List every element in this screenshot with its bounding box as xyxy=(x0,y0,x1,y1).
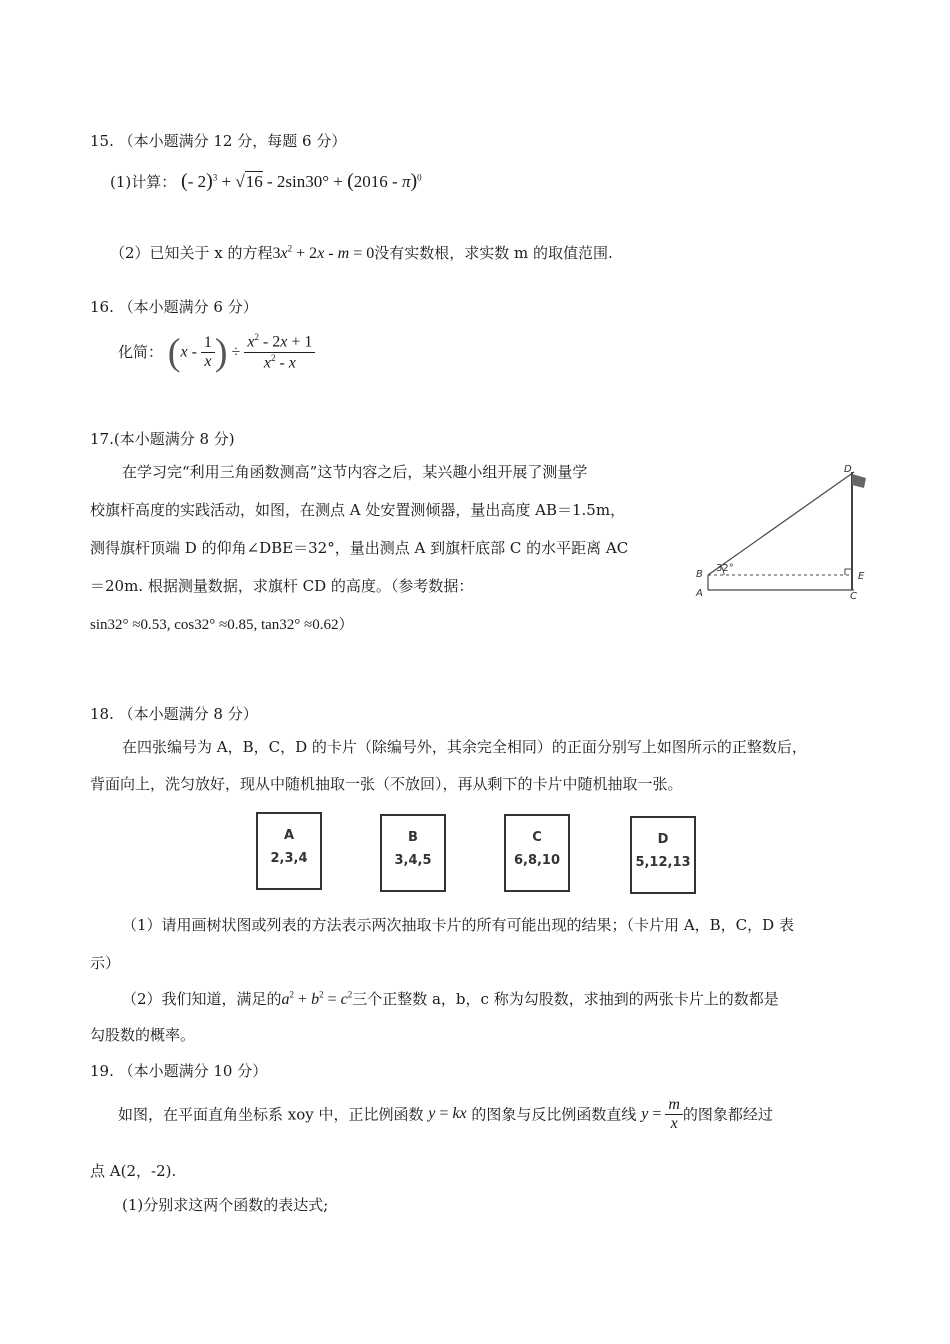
q17-line4: ＝20m. 根据测量数据，求旗杆 CD 的高度。（参考数据： xyxy=(90,577,474,595)
q19-heading: 19. （本小题满分 10 分） xyxy=(90,1062,268,1080)
q17-trig-values: sin32° ≈0.53, cos32° ≈0.85, tan32° ≈0.62 xyxy=(90,617,339,633)
q16-heading: 16. （本小题满分 6 分） xyxy=(90,298,258,316)
q18-part1-line1: （1）请用画树状图或列表的方法表示两次抽取卡片的所有可能出现的结果；（卡片用 A，B，C，D 表 xyxy=(122,916,794,934)
q18-line2: 背面向上，洗匀放好，现从中随机抽取一张（不放回），再从剩下的卡片中随机抽取一张。 xyxy=(90,775,683,793)
sight-line xyxy=(708,472,854,575)
q15-part1-label: (1)计算： xyxy=(110,173,177,191)
q15-part2-pre: （2）已知关于 x 的方程 xyxy=(110,244,273,262)
q18-part1-line2: 示） xyxy=(90,954,121,972)
q17-line2: 校旗杆高度的实践活动，如图，在测点 A 处安置测倾器，量出高度 AB＝1.5m， xyxy=(90,501,626,519)
label-b: B xyxy=(696,569,703,580)
direct-proportion-fn: y = kx xyxy=(428,1105,467,1123)
q15-part1 xyxy=(110,170,422,193)
angle-label: 32° xyxy=(716,563,734,574)
card-a: A 2,3,4 xyxy=(256,812,322,890)
q17-line1: 在学习完“利用三角函数测高”这节内容之后，某兴趣小组开展了测量学 xyxy=(122,463,588,481)
q16-expression: (x - $\frac{1}{x}$ ) ÷ $\frac{x^2 - 2x + 1}{x^2 - x}$ xyxy=(168,343,316,360)
card-b: B 3,4,5 xyxy=(380,814,446,892)
q16-label: 化简： xyxy=(118,343,164,362)
inverse-proportion-fn: y = $\frac{m}{x}$ xyxy=(641,1105,683,1122)
q15-heading: 15. （本小题满分 12 分，每题 6 分） xyxy=(90,132,347,150)
q16-expression-row xyxy=(118,330,315,374)
label-d: D xyxy=(844,464,852,475)
q18-line1: 在四张编号为 A，B，C，D 的卡片（除编号外，其余完全相同）的正面分别写上如图所示的正整数后， xyxy=(122,738,807,756)
q18-part2-line2: 勾股数的概率。 xyxy=(90,1026,196,1044)
q17-line5-tail: ） xyxy=(338,615,354,633)
label-a: A xyxy=(696,588,703,599)
q18-part2-line1 xyxy=(122,988,779,1009)
q17-figure xyxy=(678,458,878,600)
label-c: C xyxy=(850,591,857,600)
label-e: E xyxy=(858,571,865,582)
card-c: C 6,8,10 xyxy=(504,814,570,892)
q15-part2-post: 没有实数根，求实数 m 的取值范围. xyxy=(374,244,613,262)
q19-line2: 点 A(2，-2). xyxy=(90,1162,177,1180)
right-angle-mark xyxy=(845,569,852,575)
q17-heading: 17.(本小题满分 8 分) xyxy=(90,430,235,448)
q18-part2-post: 三个正整数 a，b，c 称为勾股数，求抽到的两张卡片上的数都是 xyxy=(352,990,779,1008)
flag xyxy=(852,474,866,488)
q15-expression: (- 2)$^3$ + √16 - 2sin30° + (2016 - π)$^0$ xyxy=(181,170,422,192)
q19-line1-pre: 如图，在平面直角坐标系 xoy 中，正比例函数 xyxy=(118,1105,424,1124)
q15-part2 xyxy=(110,242,613,263)
q17-line5 xyxy=(90,613,354,634)
q15-equation: $3x^2 + 2x - m = 0$ xyxy=(272,243,375,262)
q19-part1: (1)分别求这两个函数的表达式; xyxy=(122,1196,329,1214)
q19-line1-post: 的图象都经过 xyxy=(682,1105,773,1124)
card-d: D 5,12,13 xyxy=(630,816,696,894)
q19-line1 xyxy=(118,1096,773,1133)
q17-line3: 测得旗杆顶端 D 的仰角∠DBE＝32°，量出测点 A 到旗杆底部 C 的水平距离 AC xyxy=(90,539,629,557)
q18-part2-pre: （2）我们知道，满足的 xyxy=(122,990,282,1008)
pythagorean-equation: $a^2 + b^2 = c^2$ xyxy=(281,989,353,1008)
q18-heading: 18. （本小题满分 8 分） xyxy=(90,705,258,723)
q19-line1-mid: 的图象与反比例函数直线 xyxy=(471,1105,637,1124)
